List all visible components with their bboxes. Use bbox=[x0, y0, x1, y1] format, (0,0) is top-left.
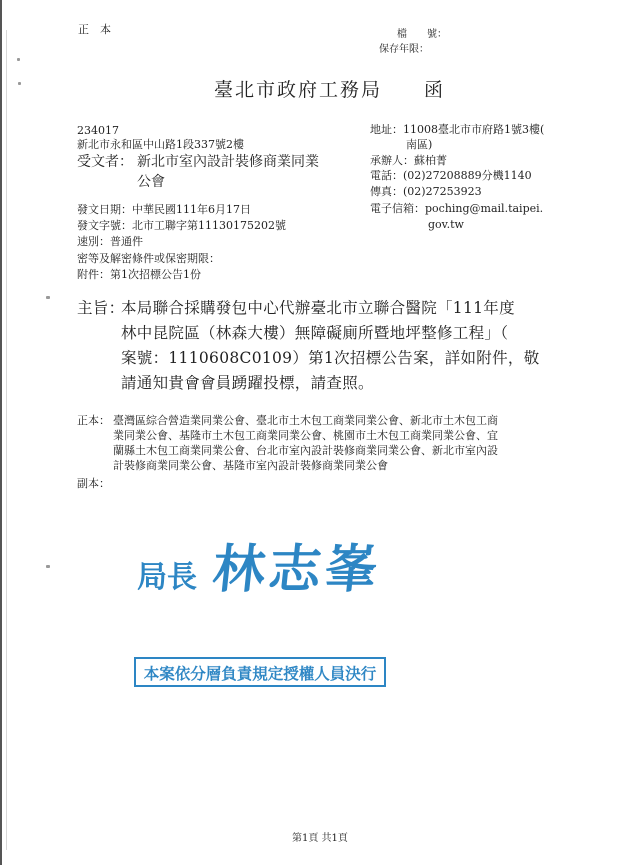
document-title: 臺北市政府工務局 函 bbox=[214, 79, 446, 101]
distribution-original-line: 業同業公會、基隆市土木包工商業同業公會、桃園市土木包工商業同業公會、宜 bbox=[113, 429, 498, 442]
attachment: 附件：第1次招標公告1份 bbox=[77, 268, 201, 281]
scan-speck bbox=[46, 565, 50, 568]
contact-email-line2: gov.tw bbox=[428, 218, 464, 231]
delegation-stamp bbox=[134, 657, 386, 687]
subject-line: 請通知貴會會員踴躍投標，請查照。 bbox=[121, 374, 374, 392]
contact-person: 承辦人：蘇柏菁 bbox=[370, 154, 447, 167]
contact-email-line1: 電子信箱：poching@mail.taipei. bbox=[370, 202, 544, 215]
delivery-speed: 速別：普通件 bbox=[77, 235, 143, 248]
issue-date: 發文日期：中華民國111年6月17日 bbox=[77, 203, 251, 216]
subject-line: 案號：1110608C0109）第1次招標公告案，詳如附件，敬 bbox=[121, 349, 540, 367]
delegation-stamp-text: 本案依分層負責規定授權人員決行 bbox=[143, 664, 377, 683]
scan-edge bbox=[0, 0, 2, 865]
original-copy-label: 正 本 bbox=[78, 23, 111, 36]
director-signature: 林志峯 bbox=[209, 539, 385, 600]
document-number: 發文字號：北市工聯字第11130175202號 bbox=[77, 219, 286, 232]
signature-title: 局長 bbox=[137, 560, 197, 595]
scan-speck bbox=[46, 296, 50, 299]
distribution-original-label: 正本： bbox=[77, 414, 110, 427]
page-number: 第1頁 共1頁 bbox=[292, 833, 348, 844]
subject-line: 本局聯合採購發包中心代辦臺北市立聯合醫院「111年度 bbox=[121, 299, 515, 317]
scan-edge-shadow bbox=[6, 30, 7, 850]
scan-speck bbox=[17, 58, 20, 61]
distribution-original-line: 蘭縣土木包工商業同業公會、台北市室內設計裝修商業同業公會、新北市室內設 bbox=[113, 444, 498, 457]
subject-line: 林中昆院區（林森大樓）無障礙廁所暨地坪整修工程」（ bbox=[121, 324, 509, 342]
security-level: 密等及解密條件或保密期限： bbox=[77, 252, 220, 265]
distribution-copy-label: 副本： bbox=[77, 477, 110, 490]
recipient-name-line1: 新北市室內設計裝修商業同業 bbox=[137, 154, 319, 170]
retention-label: 保存年限： bbox=[379, 44, 429, 55]
file-number-label: 檔 號： bbox=[397, 29, 447, 40]
scan-speck bbox=[18, 82, 21, 85]
recipient-postal-code: 234017 bbox=[77, 124, 119, 137]
contact-phone: 電話：(02)27208889分機1140 bbox=[370, 169, 532, 182]
sender-address-line2: 南區) bbox=[406, 138, 433, 151]
contact-fax: 傳真：(02)27253923 bbox=[370, 185, 482, 198]
sender-address-line1: 地址：11008臺北市市府路1號3樓( bbox=[370, 123, 545, 136]
subject-label: 主旨： bbox=[77, 299, 125, 317]
distribution-original-line: 計裝修商業同業公會、基隆市室內設計裝修商業同業公會 bbox=[113, 459, 388, 472]
recipient-address: 新北市永和區中山路1段337號2樓 bbox=[77, 138, 244, 151]
recipient-label: 受文者： bbox=[77, 154, 133, 170]
recipient-name-line2: 公會 bbox=[137, 174, 165, 190]
distribution-original-line: 臺灣區綜合營造業同業公會、臺北市土木包工商業同業公會、新北市土木包工商 bbox=[113, 414, 498, 427]
